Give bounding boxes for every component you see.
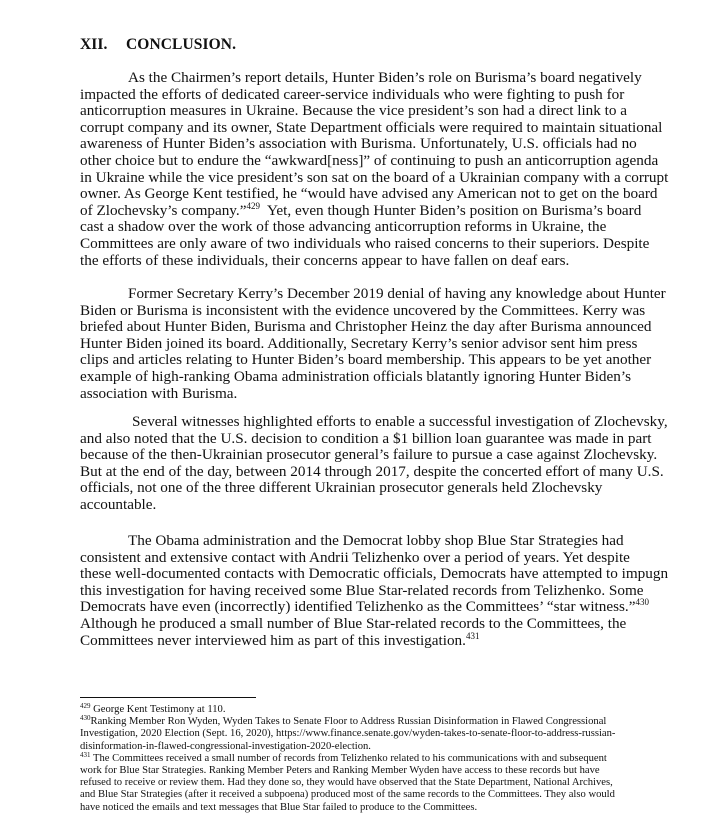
text-line: the efforts of these individuals, their concerns appear to have fallen on deaf ears. bbox=[80, 251, 570, 269]
text-line: because of the then-Ukrainian prosecutor general’s failure to pursue a case against Zlochevsky. bbox=[80, 446, 658, 464]
footnote-430 bbox=[80, 716, 700, 728]
text-segment: Committees never interviewed him as part of this investigation. bbox=[80, 631, 466, 649]
section-heading bbox=[80, 36, 236, 54]
text-line: corrupt company and its owner, State Department officials were required to maintain situational bbox=[80, 118, 663, 136]
footnote-429 bbox=[80, 704, 700, 716]
text-line: clips and articles relating to Hunter Biden’s board membership. This appears to be yet another bbox=[80, 351, 652, 369]
footnote-number: 429 bbox=[80, 702, 91, 710]
footnote-text: Ranking Member Ron Wyden, Wyden Takes to Senate Floor to Address Russian Disinformation in Flawed Congressional bbox=[90, 716, 607, 728]
footnote-number: 430 bbox=[80, 714, 91, 723]
footnote-text: refused to receive or review them. Had they done so, they would have observed that the State Department, National Archives, bbox=[80, 777, 613, 789]
text-line: impacted the efforts of dedicated career-service individuals who were fighting to push for bbox=[80, 85, 625, 103]
text-line bbox=[80, 630, 720, 650]
footnote-text bbox=[80, 728, 700, 740]
text-line bbox=[80, 599, 720, 616]
footnote-text: The Committees received a small number of records from Telizhenko related to his communications with and subsequent bbox=[92, 752, 607, 764]
paragraph-4 bbox=[80, 533, 720, 649]
text-segment: Democrats have even (incorrectly) identified Telizhenko as the Committees’ “star witness.” bbox=[80, 598, 636, 616]
text-line: Committees are only aware of two individuals who raised concerns to their superiors. Despite bbox=[80, 234, 650, 252]
text-line: awareness of Hunter Biden’s association with Burisma. Unfortunately, U.S. officials had no bbox=[80, 135, 637, 153]
footnote-text: work for Blue Star Strategies. Ranking Member Peters and Ranking Member Wyden have access to these records but have bbox=[80, 765, 600, 777]
footnote-ref-430[interactable]: 430 bbox=[635, 597, 649, 608]
text-segment: of Zlochevsky’s company.” bbox=[80, 201, 247, 219]
footnote-number: 431 bbox=[80, 750, 91, 759]
text-line: officials, not one of the three different Ukrainian prosecutor generals held Zlochevsky bbox=[80, 479, 603, 497]
footnote-ref-429[interactable]: 429 bbox=[246, 200, 260, 211]
footnote-separator bbox=[80, 697, 256, 698]
text-line: briefed about Hunter Biden, Burisma and Christopher Heinz the day after Burisma announced bbox=[80, 318, 652, 336]
text-line: example of high-ranking Obama administration officials blatantly ignoring Hunter Biden’s bbox=[80, 367, 631, 385]
text-line: The Obama administration and the Democrat lobby shop Blue Star Strategies had bbox=[128, 532, 624, 549]
footnote-text: disinformation-in-flawed-congressional-investigation-2020-election. bbox=[80, 740, 371, 752]
text-line: in Ukraine while the vice president’s son sat on the board of a Ukrainian company with a corrupt bbox=[80, 168, 669, 186]
paragraph-1 bbox=[80, 70, 720, 269]
text-line: As the Chairmen’s report details, Hunter Biden’s role on Burisma’s board negatively bbox=[128, 69, 642, 86]
footnote-text: have noticed the emails and text messages that Blue Star failed to produce to the Committees. bbox=[80, 801, 478, 813]
paragraph-3 bbox=[80, 414, 720, 514]
text-line: accountable. bbox=[80, 495, 157, 513]
paragraph-2 bbox=[80, 286, 720, 402]
text-line: and also noted that the U.S. decision to condition a $1 billion loan guarantee was made in part bbox=[80, 429, 652, 447]
footnote-text: George Kent Testimony at 110. bbox=[93, 704, 226, 715]
text-segment: Yet, even though Hunter Biden’s position on Burisma’s board bbox=[259, 201, 642, 219]
text-line: Former Secretary Kerry’s December 2019 denial of having any knowledge about Hunter bbox=[128, 285, 666, 302]
text-line: consistent and extensive contact with Andrii Telizhenko over a period of years. Yet despite bbox=[80, 548, 630, 566]
text-line: other choice but to endure the “awkward[ness]” of continuing to push an anticorruption agenda bbox=[80, 151, 659, 169]
text-line: cast a shadow over the work of those advancing anticorruption reforms in Ukraine, the bbox=[80, 218, 607, 236]
footnotes bbox=[80, 704, 700, 814]
text-line: But at the end of the day, between 2014 through 2017, despite the concerted effort of many U.S. bbox=[80, 462, 664, 480]
footnote-431 bbox=[80, 750, 700, 765]
text-line bbox=[80, 200, 720, 220]
text-line: anticorruption measures in Ukraine. Because the vice president’s son had a direct link to a bbox=[80, 102, 627, 120]
section-title: CONCLUSION. bbox=[126, 36, 237, 53]
text-line: Biden or Burisma is inconsistent with the evidence uncovered by the Committees. Kerry was bbox=[80, 301, 646, 319]
footnote-text: and Blue Star Strategies (after it received a subpoena) produced most of the same records to the Committees. They also would bbox=[80, 789, 615, 801]
footnote-ref-431[interactable]: 431 bbox=[465, 630, 480, 641]
text-line: this investigation for having received some Blue Star-related records from Telizhenko. Some bbox=[80, 581, 644, 599]
text-line: Hunter Biden joined its board. Additionally, Secretary Kerry’s senior advisor sent him press bbox=[80, 334, 638, 352]
section-number: XII. bbox=[80, 36, 108, 53]
text-line: association with Burisma. bbox=[80, 384, 238, 402]
text-line: Although he produced a small number of Blue Star-related records to the Committees, the bbox=[80, 614, 627, 632]
text-line: Several witnesses highlighted efforts to enable a successful investigation of Zlochevsky, bbox=[132, 413, 668, 430]
text-line: these well-documented contacts with Democratic officials, Democrats have attempted to impugn bbox=[80, 565, 669, 583]
footnote-link-text[interactable]: Investigation, 2020 Election (Sept. 16, 2020), https://www.finance.senate.gov/wyden-takes-to-senate-floor-to-address-russian- bbox=[80, 728, 616, 740]
text-line: owner. As George Kent testified, he “would have advised any American not to get on the board bbox=[80, 185, 658, 203]
